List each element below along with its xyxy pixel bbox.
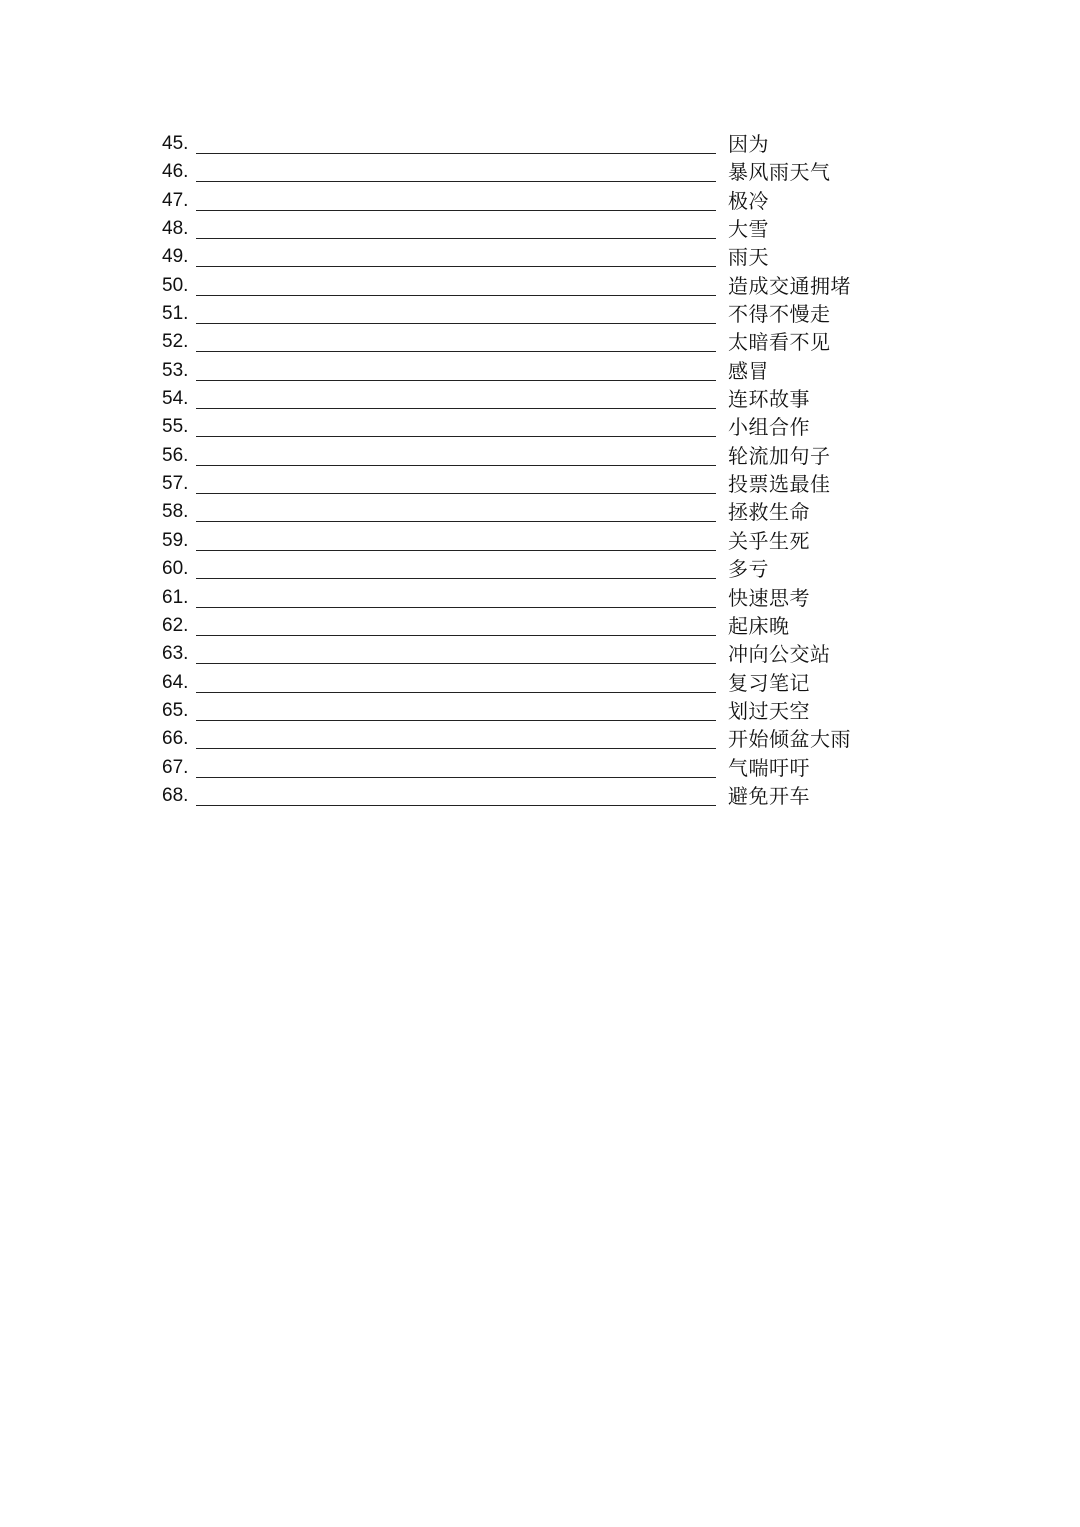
worksheet-row [162,357,882,385]
worksheet-row [162,782,882,810]
worksheet-row [162,272,882,300]
answer-blank-line [196,493,716,494]
worksheet-row [162,725,882,753]
hint-text: 冲向公交站 [728,642,831,667]
hint-text: 快速思考 [728,585,810,610]
hint-text: 暴风雨天气 [728,160,831,185]
answer-blank-line [196,692,716,693]
answer-blank-line [196,748,716,749]
item-number: 51. [162,303,189,325]
worksheet-row [162,470,882,498]
item-number: 52. [162,331,189,353]
hint-text: 起床晚 [728,613,790,638]
worksheet-row [162,385,882,413]
item-number: 48. [162,218,189,240]
worksheet-row [162,300,882,328]
worksheet-row [162,328,882,356]
answer-blank-line [196,663,716,664]
worksheet-row [162,187,882,215]
worksheet-row [162,130,882,158]
worksheet-row [162,243,882,271]
item-number: 54. [162,388,189,410]
worksheet-row [162,612,882,640]
hint-text: 开始倾盆大雨 [728,727,851,752]
item-number: 49. [162,246,189,268]
item-number: 56. [162,444,189,466]
hint-text: 太暗看不见 [728,330,831,355]
item-number: 61. [162,586,189,608]
worksheet-row [162,555,882,583]
item-number: 66. [162,728,189,750]
hint-text: 关乎生死 [728,528,810,553]
answer-blank-line [196,805,716,806]
worksheet-row [162,527,882,555]
answer-blank-line [196,153,716,154]
item-number: 46. [162,161,189,183]
worksheet-row [162,584,882,612]
item-number: 55. [162,416,189,438]
item-number: 60. [162,558,189,580]
hint-text: 投票选最佳 [728,472,831,497]
answer-blank-line [196,635,716,636]
item-number: 62. [162,614,189,636]
answer-blank-line [196,578,716,579]
item-number: 65. [162,699,189,721]
item-number: 57. [162,473,189,495]
worksheet-row [162,640,882,668]
hint-text: 造成交通拥堵 [728,273,851,298]
worksheet-row [162,442,882,470]
answer-blank-line [196,266,716,267]
answer-blank-line [196,351,716,352]
worksheet-row [162,413,882,441]
hint-text: 拯救生命 [728,500,810,525]
answer-blank-line [196,238,716,239]
worksheet-row [162,498,882,526]
hint-text: 感冒 [728,358,769,383]
hint-text: 避免开车 [728,783,810,808]
answer-blank-line [196,607,716,608]
hint-text: 连环故事 [728,387,810,412]
hint-text: 极冷 [728,188,769,213]
worksheet-row [162,697,882,725]
answer-blank-line [196,777,716,778]
answer-blank-line [196,521,716,522]
item-number: 53. [162,359,189,381]
hint-text: 雨天 [728,245,769,270]
worksheet-row [162,215,882,243]
answer-blank-line [196,210,716,211]
worksheet-row [162,669,882,697]
item-number: 63. [162,643,189,665]
answer-blank-line [196,465,716,466]
hint-text: 复习笔记 [728,670,810,695]
item-number: 59. [162,529,189,551]
item-number: 68. [162,784,189,806]
worksheet-row [162,158,882,186]
answer-blank-line [196,380,716,381]
answer-blank-line [196,436,716,437]
hint-text: 小组合作 [728,415,810,440]
hint-text: 划过天空 [728,698,810,723]
answer-blank-line [196,550,716,551]
item-number: 58. [162,501,189,523]
answer-blank-line [196,408,716,409]
item-number: 64. [162,671,189,693]
answer-blank-line [196,323,716,324]
item-number: 50. [162,274,189,296]
answer-blank-line [196,720,716,721]
hint-text: 轮流加句子 [728,443,831,468]
answer-blank-line [196,295,716,296]
worksheet-row [162,754,882,782]
item-number: 45. [162,133,189,154]
answer-list [162,130,882,810]
item-number: 47. [162,189,189,211]
item-number: 67. [162,756,189,778]
hint-text: 不得不慢走 [728,302,831,327]
hint-text: 大雪 [728,217,769,242]
hint-text: 气喘吁吁 [728,755,810,780]
hint-text: 因为 [728,132,769,156]
hint-text: 多亏 [728,557,769,582]
answer-blank-line [196,181,716,182]
